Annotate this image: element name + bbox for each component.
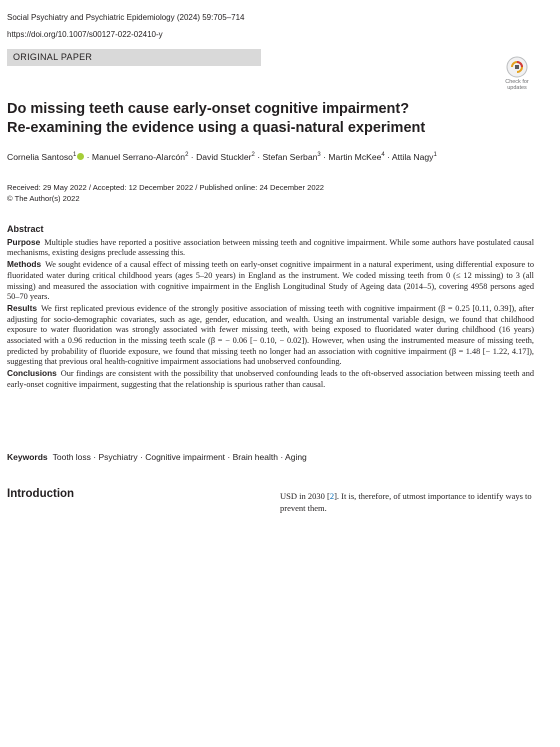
author-name[interactable]: Stefan Serban xyxy=(262,152,318,162)
author-separator: · xyxy=(254,152,263,162)
methods-text: We sought evidence of a causal effect of missing teeth on early-onset cognitive impairment in a natural experiment, using differential exposure to fluoridated water during critical childhood years (ages 5–20 years) in England as the instrument. We coded missing teeth from 0 (≤ 12 missing) to 3 (all missing) and measured the association with cognitive impairment in the English Longitudinal Study of Ageing data (2014–5), covering 4958 persons aged 50–70 years. xyxy=(7,260,534,302)
article-title-line2: Re-examining the evidence using a quasi-natural experiment xyxy=(7,120,426,136)
author-separator: · xyxy=(384,152,392,162)
check-for-updates-icon xyxy=(506,56,528,78)
introduction-text xyxy=(280,490,535,514)
keywords xyxy=(7,452,307,462)
author-separator: · xyxy=(320,152,329,162)
intro-text-before-ref: USD in 2030 [ xyxy=(280,491,330,501)
check-for-updates-line1: Check for xyxy=(505,79,529,85)
author-list xyxy=(7,152,437,162)
keywords-label: Keywords xyxy=(7,452,48,462)
conclusions-label: Conclusions xyxy=(7,368,57,379)
abstract-heading: Abstract xyxy=(7,224,44,234)
author-name[interactable]: David Stuckler xyxy=(196,152,252,162)
check-for-updates-line2: updates xyxy=(507,85,527,91)
results-text: We first replicated previous evidence of the strongly positive association of missing teeth with cognitive impairment (β = 0.25 [0.11, 0.39]), after adjusting for socio-demographic covariates, such as age, gender, education, and wealth. Using an instrumental variable design, we found that childhood exposure to water fluoridation was strongly associated with fewer missing teeth, with being exposed to fluoridated water during childhood (16 years) associated with a 0.96 reduction in the missing teeth scale (β = − 0.06 [− 0.10, − 0.02]). However, when using the instrumented measure of missing teeth, predicted by probability of fluoride exposure, we found that missing teeth no longer had an association with cognitive impairment (β = 1.48 [− 1.22, 4.17]), suggesting that previous oral health-cognitive impairment associations had unobserved confounding. xyxy=(7,303,534,367)
author-affiliation: 3 xyxy=(317,152,321,159)
abstract-conclusions xyxy=(7,368,534,390)
article-title xyxy=(7,100,537,138)
history-dates: Received: 29 May 2022 / Accepted: 12 December 2022 / Published online: 24 December 2022 xyxy=(7,183,325,192)
journal-citation: Social Psychiatry and Psychiatric Epidemiology (2024) 59:705–714 xyxy=(7,13,245,22)
article-type-label: ORIGINAL PAPER xyxy=(13,52,93,62)
introduction-heading: Introduction xyxy=(7,488,75,500)
author-name[interactable]: Cornelia Santoso xyxy=(7,152,73,162)
author-name[interactable]: Martin McKee xyxy=(328,152,382,162)
conclusions-text: Our findings are consistent with the possibility that unobserved confounding leads to the oft-observed association between missing teeth and early-onset cognitive impairment, suggesting that the relationship is spurious rather than causal. xyxy=(7,369,534,389)
author-affiliation: 1 xyxy=(72,152,77,159)
doi-link[interactable]: https://doi.org/10.1007/s00127-022-02410-y xyxy=(7,30,163,39)
article-type-banner xyxy=(7,49,261,66)
author-affiliation: 2 xyxy=(185,152,189,159)
author-affiliation: 4 xyxy=(381,152,385,159)
check-for-updates-badge[interactable] xyxy=(500,56,534,91)
copyright-line: © The Author(s) 2022 xyxy=(7,193,80,203)
publication-dates xyxy=(7,183,324,204)
author-name[interactable]: Attila Nagy xyxy=(391,152,434,162)
abstract xyxy=(7,224,534,391)
abstract-purpose xyxy=(7,237,534,259)
author-name[interactable]: Manuel Serrano-Alarcón xyxy=(91,152,186,162)
author-affiliation: 2 xyxy=(251,152,255,159)
purpose-label: Purpose xyxy=(7,236,41,247)
author-separator: · xyxy=(188,152,197,162)
keywords-text: Tooth loss · Psychiatry · Cognitive impairment · Brain health · Aging xyxy=(52,452,307,462)
article-title-line1: Do missing teeth cause early-onset cognitive impairment? xyxy=(7,101,410,117)
methods-label: Methods xyxy=(7,259,42,270)
citation-link[interactable]: 2 xyxy=(329,491,335,501)
purpose-text: Multiple studies have reported a positive association between missing teeth and cognitive impairment. While some authors have postulated causal mechanisms, existing designs preclude assessing this. xyxy=(7,237,534,258)
intro-text-after-ref: ]. It is, therefore, of utmost importance to identify ways to prevent them. xyxy=(280,491,532,513)
abstract-results xyxy=(7,303,534,368)
results-label: Results xyxy=(7,302,37,313)
author-affiliation: 1 xyxy=(433,152,437,159)
abstract-methods xyxy=(7,259,534,303)
author-separator: · xyxy=(84,152,92,162)
